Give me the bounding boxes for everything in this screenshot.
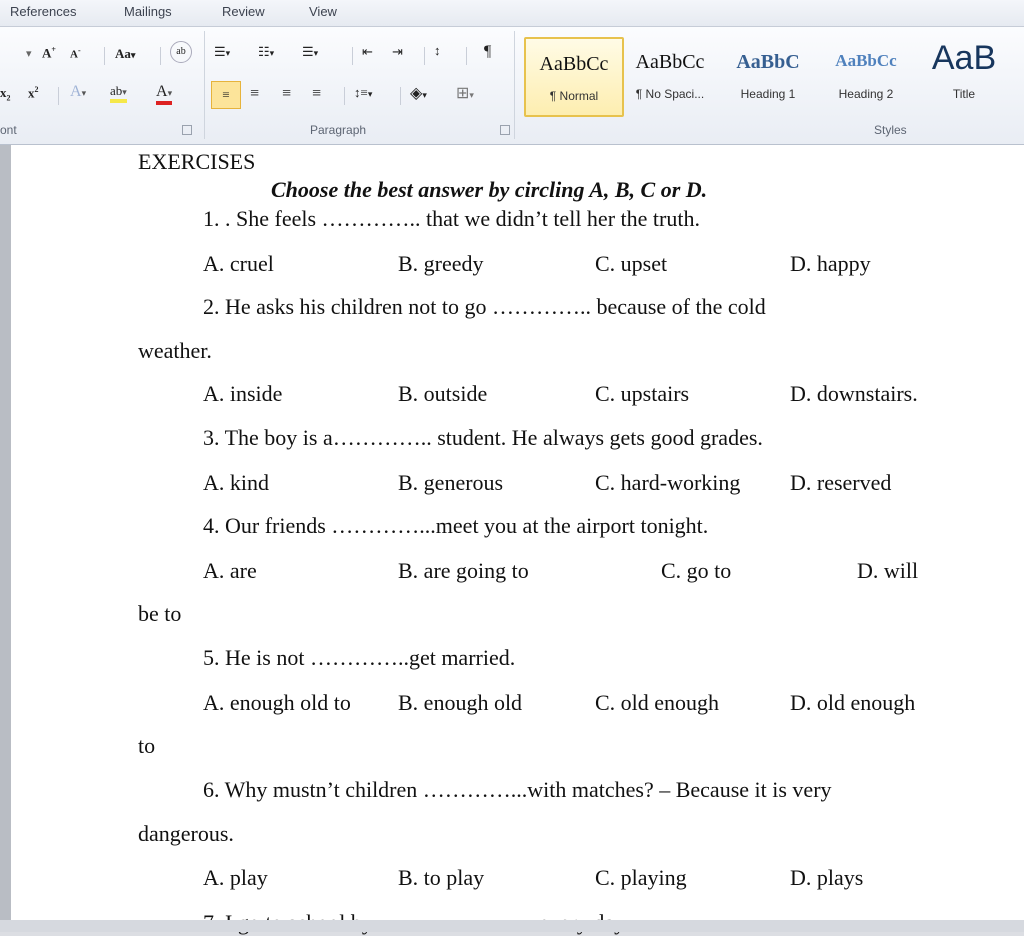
style-normal[interactable]: [524, 37, 624, 117]
style-heading-2-sample: AaBbCc: [835, 51, 897, 70]
question-4-option-d: D. will: [857, 558, 919, 583]
question-5-option-d: D. old enough: [790, 690, 916, 715]
question-1-option-b: B. greedy: [398, 251, 484, 276]
align-left-icon[interactable]: ≡: [211, 81, 241, 109]
question-5-option-c: C. old enough: [595, 690, 720, 715]
sort-icon[interactable]: ↕: [434, 43, 441, 58]
change-case-icon[interactable]: Aa▾: [115, 46, 136, 61]
font-color-icon[interactable]: A▾: [156, 83, 172, 105]
question-3-option-c: C. hard-working: [595, 470, 741, 495]
exercise-heading: EXERCISES: [138, 149, 256, 174]
styles-group-label: Styles: [874, 123, 907, 137]
subscript-icon[interactable]: $x_2$: [0, 85, 11, 103]
question-4-option-a: A. are: [203, 558, 257, 583]
question-5-option-b: B. enough old: [398, 690, 523, 715]
status-bar: [0, 920, 1024, 932]
bullets-icon[interactable]: ☰▾: [214, 44, 231, 59]
question-6-continuation: dangerous.: [138, 821, 234, 846]
font-size-dropdown-icon[interactable]: ▾: [26, 48, 32, 60]
question-2-option-c: C. upstairs: [595, 381, 690, 406]
font-group-label: ont: [0, 123, 17, 137]
question-6-stem: 6. Why mustn’t children …………...with matches? – Because it is very: [203, 777, 832, 802]
justify-icon[interactable]: ≡: [312, 85, 322, 102]
tab-mailings[interactable]: Mailings: [124, 4, 172, 19]
superscript-icon[interactable]: $x^2$: [28, 85, 39, 101]
question-5-continuation: to: [138, 733, 156, 758]
paragraph-dialog-launcher-icon[interactable]: [500, 125, 510, 135]
question-2-option-d: D. downstairs.: [790, 381, 918, 406]
style-normal-name: ¶ Normal: [549, 89, 599, 103]
clear-formatting-icon[interactable]: ab: [170, 41, 192, 63]
style-heading-1[interactable]: [720, 37, 816, 113]
shading-icon[interactable]: ◈▾: [410, 85, 427, 102]
tab-view[interactable]: View: [309, 4, 337, 19]
shrink-font-icon[interactable]: A-: [70, 46, 81, 61]
style-title-name: Title: [952, 87, 976, 101]
borders-icon[interactable]: ⊞▾: [456, 85, 474, 102]
page-left-gutter: [0, 145, 11, 920]
ribbon-tab-bar: [0, 0, 1024, 27]
question-2-option-a: A. inside: [203, 381, 283, 406]
question-6-option-c: C. playing: [595, 865, 687, 890]
style-no-spacing[interactable]: [622, 37, 718, 113]
question-1-option-a: A. cruel: [203, 251, 274, 276]
question-1-stem: 1. . She feels ………….. that we didn’t tell her the truth.: [203, 206, 700, 231]
document-page[interactable]: [11, 145, 1024, 920]
text-effects-icon[interactable]: A▾: [70, 83, 87, 100]
style-title-sample: AaB: [931, 39, 997, 77]
tab-references[interactable]: References: [10, 4, 77, 19]
question-3-option-b: B. generous: [398, 470, 504, 495]
style-heading-2-name: Heading 2: [838, 87, 894, 101]
align-center-icon[interactable]: ≡: [250, 85, 260, 102]
style-title[interactable]: [916, 37, 1012, 113]
question-4-continuation: be to: [138, 601, 182, 626]
grow-font-icon[interactable]: A+: [42, 45, 56, 61]
question-4-option-c: C. go to: [661, 558, 732, 583]
question-7-tail-cutoff: [539, 910, 625, 920]
question-4-option-b: B. are going to: [398, 558, 529, 583]
question-4-stem: 4. Our friends …………...meet you at the airport tonight.: [203, 513, 709, 538]
question-6-option-b: B. to play: [398, 865, 485, 890]
instruction-text: Choose the best answer by circling A, B, C or D.: [271, 177, 708, 202]
ribbon: [0, 27, 1024, 145]
highlight-icon[interactable]: ab▾: [110, 83, 127, 103]
style-no-spacing-sample: AaBbCc: [635, 51, 705, 73]
question-2-continuation: weather.: [138, 338, 212, 363]
decrease-indent-icon[interactable]: ⇤: [362, 44, 373, 59]
question-5-stem: 5. He is not …………..get married.: [203, 645, 516, 670]
question-1-option-d: D. happy: [790, 251, 871, 276]
style-normal-sample: AaBbCc: [539, 53, 609, 75]
increase-indent-icon[interactable]: ⇥: [392, 44, 403, 59]
style-heading-1-sample: AaBbC: [736, 51, 800, 73]
question-5-option-a: A. enough old to: [203, 690, 351, 715]
question-2-stem: 2. He asks his children not to go ………….. because of the cold: [203, 294, 766, 319]
question-6-option-d: D. plays: [790, 865, 864, 890]
numbering-icon[interactable]: ☷▾: [258, 44, 275, 59]
multilevel-list-icon[interactable]: ☰▾: [302, 44, 319, 59]
question-3-option-d: D. reserved: [790, 470, 892, 495]
style-heading-2[interactable]: [818, 37, 914, 113]
line-spacing-icon[interactable]: ↕≡▾: [354, 85, 373, 100]
question-1-option-c: C. upset: [595, 251, 668, 276]
font-dialog-launcher-icon[interactable]: [182, 125, 192, 135]
question-2-option-b: B. outside: [398, 381, 488, 406]
style-heading-1-name: Heading 1: [740, 87, 796, 101]
paragraph-group-label: Paragraph: [310, 123, 367, 137]
style-no-spacing-name: ¶ No Spaci...: [635, 87, 705, 101]
question-3-option-a: A. kind: [203, 470, 269, 495]
question-7-stem-cutoff: [203, 910, 373, 920]
show-marks-icon[interactable]: ¶: [484, 43, 492, 60]
question-3-stem: 3. The boy is a………….. student. He always gets good grades.: [203, 425, 763, 450]
align-right-icon[interactable]: ≡: [282, 85, 292, 102]
tab-review[interactable]: Review: [222, 4, 265, 19]
question-6-option-a: A. play: [203, 865, 268, 890]
